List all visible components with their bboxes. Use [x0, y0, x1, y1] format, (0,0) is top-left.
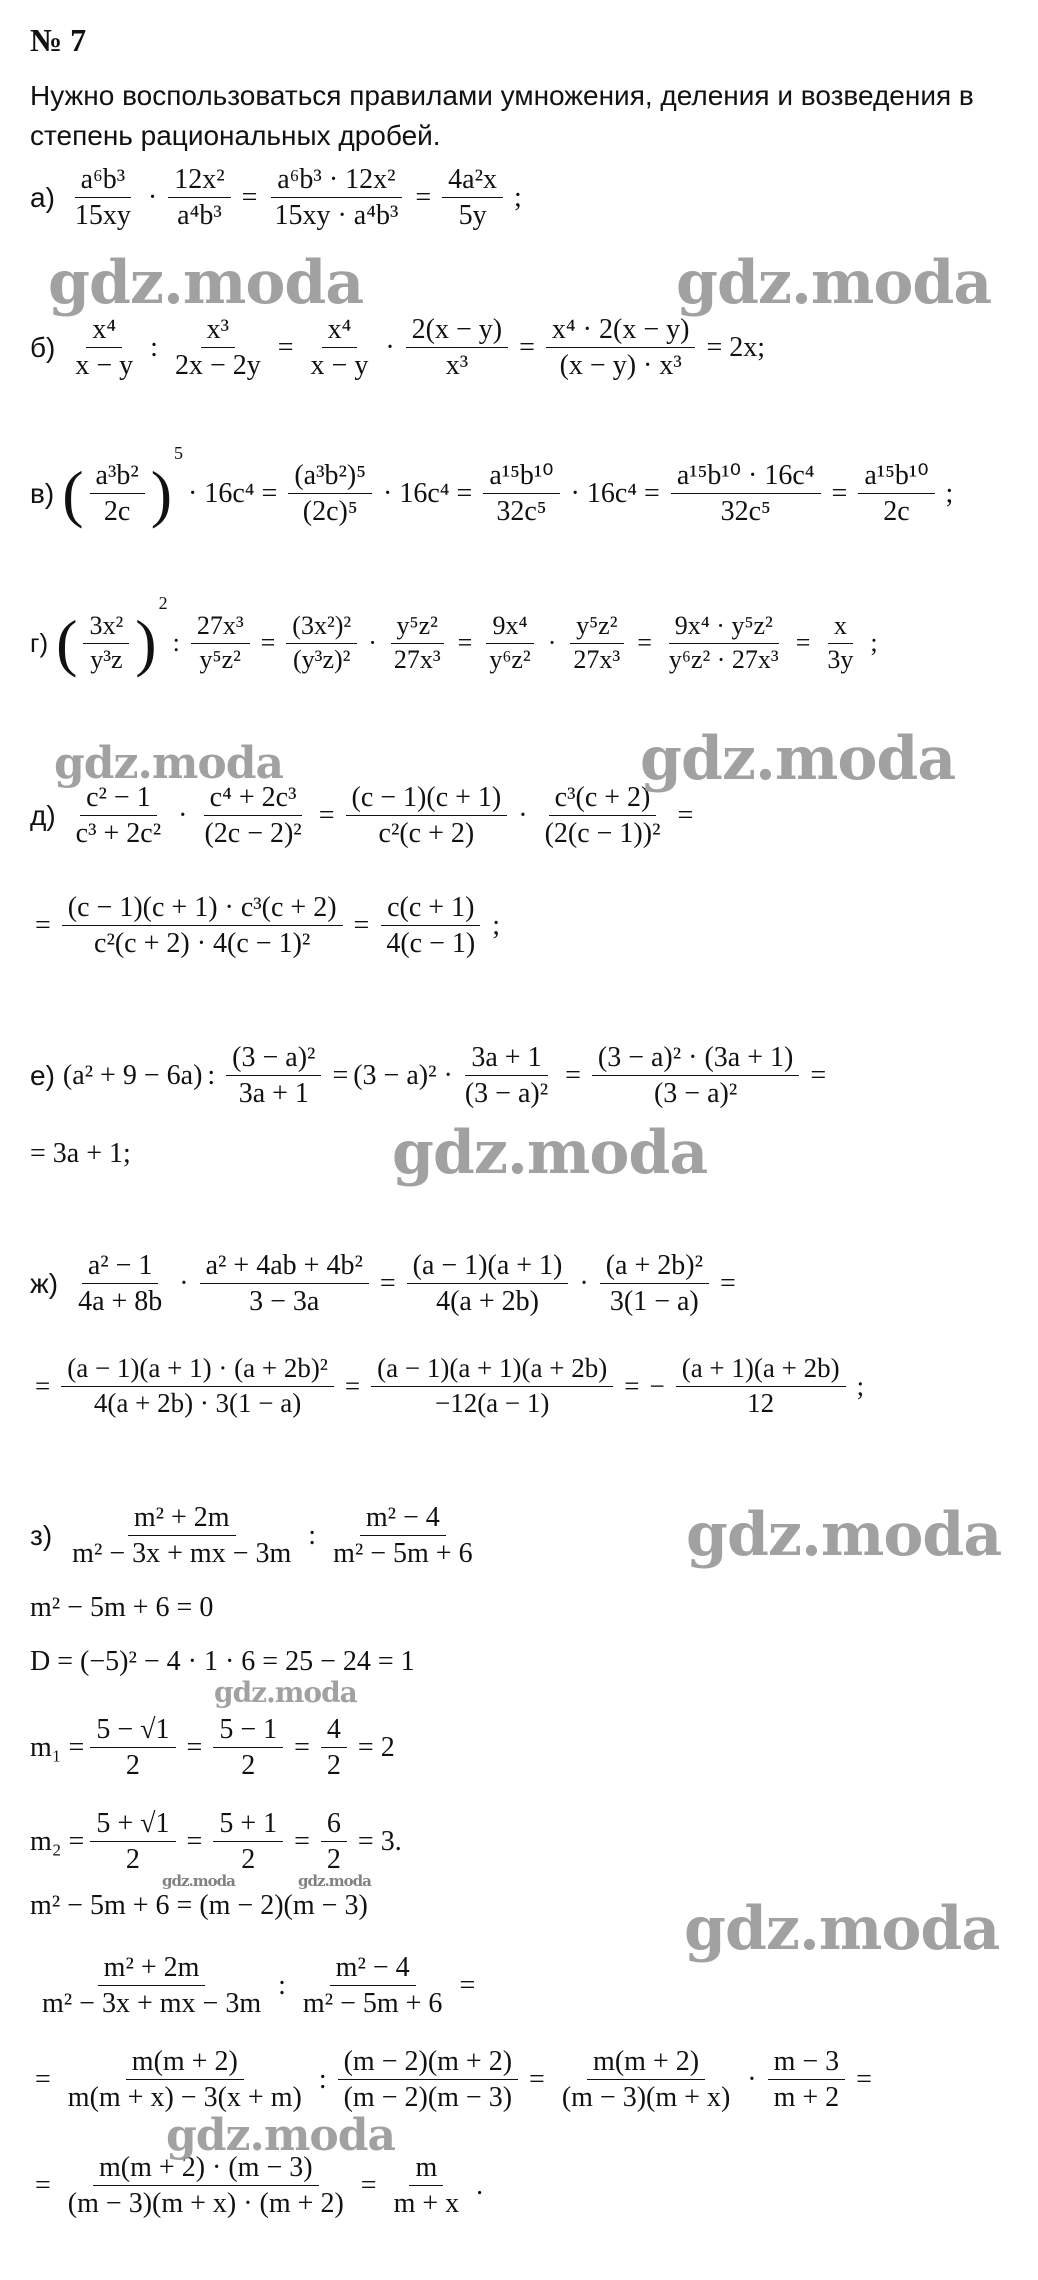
fraction: $\frac{(m - 2)(m + 2)}{(m - 2)(m - 3)}$ [338, 2044, 518, 2115]
item-zh-cont: = $\frac{\text{(a − 1)(a + 1) · (a + 2b)²}}{4(a + 2b) \cdot 3(1 - a)}$ = $\frac{(a - 1)(a + 1)(a + 2b)}{-12(a - 1)}$ = − $\frac{(a + 1)(a + 2b)}{12}$ ; [30, 1352, 869, 1421]
watermark-logo: gdz.moda [684, 1894, 1000, 1964]
root-m2: m₂ = $\frac{5 + √1}{2}$ = $\frac{5 + 1}{2}$ = $\frac{6}{2}$ = 3. [30, 1808, 402, 1875]
label-b: б) [30, 331, 56, 363]
fraction: $\frac{\text{m² − 4}}{\text{m² − 5m + 6}}$ [302, 1952, 443, 2019]
watermark-logo: gdz.moda [676, 248, 992, 318]
watermark-logo: gdz.moda [686, 1500, 1002, 1570]
factorization: m² − 5m + 6 = (m − 2)(m − 3) [30, 1890, 368, 1921]
fraction: $\frac{m(m + 2)}{m(m + x) - 3(x + m)}$ [67, 2046, 302, 2113]
fraction: $\frac{\text{y⁵z²}}{\text{27x³}}$ [567, 610, 626, 676]
watermark-logo: gdz.moda [54, 738, 284, 789]
item-z: з) $\frac{\text{m² + 2m}}{\text{m² − 3x + mx − 3m}}$ : $\frac{\text{m² − 4}}{\text{m² − 5m + 6}}$ [30, 1500, 485, 1571]
fraction: $\frac{\text{9x⁴ · y⁵z²}}{\text{y⁶z² · 27x³}}$ [668, 611, 779, 674]
fraction: $\frac{x}{3y}$ [827, 611, 854, 674]
fraction: $\frac{5 + 1}{2}$ [213, 1806, 283, 1877]
fraction: $\frac{\text{a⁶b³ · 12x²}}{\text{15xy · a⁴b³}}$ [268, 162, 404, 233]
fraction: $\frac{\text{m² + 2m}}{\text{m² − 3x + mx − 3m}}$ [42, 1952, 262, 2019]
root-m1: m₁ = $\frac{5 - √1}{2}$ = $\frac{5 - 1}{2}$ = $\frac{4}{2}$ = 2 [30, 1714, 395, 1781]
fraction: $\frac{5 + √1}{2}$ [90, 1806, 175, 1877]
item-z-step: = $\frac{m(m + 2)}{m(m + x) - 3(x + m)}$ : $\frac{(m - 2)(m + 2)}{(m - 2)(m - 3)}$ = $\frac{m(m + 2)}{(m - 3)(m + x)}$ · $\frac{m - 3}{m + 2}$ = [35, 2046, 872, 2113]
watermark-logo: gdz.moda [392, 1118, 708, 1188]
fraction: $\frac{\text{a² + 4ab + 4b²}}{3 - 3a}$ [200, 1248, 369, 1319]
fraction: $\frac{\text{a⁶b³}}{15xy}$ [74, 164, 131, 231]
fraction: $\frac{m - 3}{m + 2}$ [768, 2044, 846, 2115]
item-zh: ж) $\frac{\text{a² − 1}}{4a + 8b}$ · $\frac{\text{a² + 4ab + 4b²}}{3 - 3a}$ = $\frac{(a - 1)(a + 1)}{4(a + 2b)}$ · $\frac{\text{(a + 2b)²}}{3(1 - a)}$ = [30, 1250, 736, 1317]
watermark-logo: gdz.moda [640, 724, 956, 794]
fraction: $\frac{\text{12x²}}{\text{a⁴b³}}$ [168, 162, 230, 233]
fraction: $\frac{(a + 1)(a + 2b)}{12}$ [676, 1352, 846, 1421]
fraction: $\frac{5 - 1}{2}$ [213, 1712, 283, 1783]
fraction: $\frac{\text{c² − 1}}{\text{c³ + 2c²}}$ [75, 782, 162, 849]
fraction: $\frac{\text{(3 − a)²}}{3a + 1}$ [226, 1040, 321, 1111]
intro-text: Нужно воспользоваться правилами умножения, деления и возведения в степень рациональных дробей. [30, 80, 974, 151]
label-e: е) [30, 1059, 55, 1091]
fraction: $\frac{(c - 1)(c + 1)}{\text{c²(c + 2)}}$ [346, 780, 508, 851]
fraction: $\frac{\text{9x⁴}}{\text{y⁶z²}}$ [483, 610, 536, 676]
fraction: $\frac{\text{(a + 2b)²}}{3(1 - a)}$ [600, 1248, 709, 1319]
fraction: $\frac{(a - 1)(a + 1)(a + 2b)}{-12(a - 1)}$ [371, 1352, 613, 1421]
item-e-cont: = 3a + 1; [30, 1138, 131, 1169]
fraction: $\frac{\text{x⁴}}{x - y}$ [310, 314, 369, 381]
watermark-logo: gdz.moda [214, 1676, 357, 1709]
watermark-logo: gdz.moda [48, 248, 364, 318]
fraction: $\frac{4}{2}$ [321, 1712, 347, 1783]
fraction: $\frac{(a - 1)(a + 1)}{4(a + 2b)}$ [407, 1248, 569, 1319]
fraction: $\frac{\text{27x³}}{\text{y⁵z²}}$ [191, 610, 250, 676]
item-z-repeat: $\frac{\text{m² + 2m}}{\text{m² − 3x + mx − 3m}}$ : $\frac{\text{m² − 4}}{\text{m² − 5m + 6}}$ = [30, 1950, 480, 2021]
fraction: $\frac{\text{(c − 1)(c + 1) · c³(c + 2)}}{\text{c²(c + 2) · 4(c − 1)²}}$ [62, 890, 343, 961]
watermark-logo: gdz.moda [166, 2110, 396, 2161]
fraction: $\frac{\text{c⁴ + 2c³}}{\text{(2c − 2)²}}$ [204, 782, 302, 849]
fraction: $\frac{\text{x³}}{2x - 2y}$ [174, 314, 261, 381]
fraction: $\frac{\text{m² − 4}}{\text{m² − 5m + 6}}$ [333, 1502, 473, 1569]
fraction: $\frac{m(m + 2) \cdot (m - 3)}{(m - 3)(m + x) \cdot (m + 2)}$ [67, 2152, 344, 2219]
fraction: $\frac{3a + 1}{\text{(3 − a)²}}$ [464, 1042, 549, 1109]
item-d: д) $\frac{\text{c² − 1}}{\text{c³ + 2c²}}$ · $\frac{\text{c⁴ + 2c³}}{\text{(2c − 2)²}}$ = $\frac{(c - 1)(c + 1)}{\text{c²(c + 2)}}$ · $\frac{\text{c³(c + 2)}}{\text{(2(c − 1))²}}$ = [30, 782, 694, 849]
fraction: $\frac{\text{y⁵z²}}{\text{27x³}}$ [388, 610, 447, 676]
fraction: $\frac{2(x - y)}{\text{x³}}$ [406, 312, 508, 383]
fraction: $\frac{m}{m + x}$ [393, 2152, 460, 2219]
watermark-logo: gdz.moda [162, 1872, 235, 1890]
fraction: $\frac{\text{(3 − a)² · (3a + 1)}}{\text{(3 − a)²}}$ [592, 1040, 799, 1111]
label-z: з) [30, 1519, 53, 1551]
fraction: $\frac{5 - √1}{2}$ [90, 1712, 175, 1783]
fraction: $\frac{m(m + 2)}{(m - 3)(m + x)}$ [561, 2046, 731, 2113]
item-e: е) (a² + 9 − 6a) : $\frac{\text{(3 − a)²}}{3a + 1}$ = (3 − a)² · $\frac{3a + 1}{\text{(3 − a)²}}$ = $\frac{\text{(3 − a)² · (3a + 1)}}{\text{(3 − a)²}}$ = [30, 1042, 827, 1109]
fraction: $\frac{\text{a² − 1}}{4a + 8b}$ [78, 1250, 163, 1317]
fraction: $\frac{\text{(3x²)²}}{\text{(y³z)²}}$ [286, 610, 357, 676]
fraction: $\frac{\text{(a − 1)(a + 1) · (a + 2b)²}}{4(a + 2b) \cdot 3(1 - a)}$ [61, 1352, 334, 1421]
item-b: б) $\frac{\text{x⁴}}{x - y}$ : $\frac{\text{x³}}{2x - 2y}$ = $\frac{\text{x⁴}}{x - y}$ · $\frac{2(x - y)}{\text{x³}}$ = $\frac{\text{x⁴ · 2(x − y)}}{\text{(x − y) · x³}}$ = 2x; [30, 314, 766, 381]
fraction: $\frac{\text{a¹⁵b¹⁰}}{2c}$ [858, 458, 934, 529]
fraction: $\frac{\text{a¹⁵b¹⁰}}{\text{32c⁵}}$ [483, 458, 559, 529]
item-a: а) $\frac{\text{a⁶b³}}{15xy}$ · $\frac{\text{12x²}}{\text{a⁴b³}}$ = $\frac{\text{a⁶b³ · 12x²}}{\text{15xy · a⁴b³}}$ = $\frac{\text{4a²x}}{5y}$ ; [30, 164, 522, 231]
discriminant: D = (−5)² − 4 · 1 · 6 = 25 − 24 = 1 [30, 1646, 415, 1677]
fraction: $\frac{\text{a³b²}}{2c}$ [90, 458, 145, 529]
fraction: $\frac{\text{(a³b²)⁵}}{\text{(2c)⁵}}$ [288, 458, 372, 529]
label-g: г) [30, 627, 49, 658]
fraction: $\frac{\text{c³(c + 2)}}{\text{(2(c − 1))²}}$ [544, 782, 661, 849]
item-z-final: = $\frac{m(m + 2) \cdot (m - 3)}{(m - 3)(m + x) \cdot (m + 2)}$ = $\frac{m}{m + x}$ . [35, 2152, 484, 2219]
fraction: $\frac{\text{a¹⁵b¹⁰ · 16c⁴}}{\text{32c⁵}}$ [671, 458, 821, 529]
item-d-cont: = $\frac{\text{(c − 1)(c + 1) · c³(c + 2)}}{\text{c²(c + 2) · 4(c − 1)²}}$ = $\frac{c(c + 1)}{4(c - 1)}$ ; [35, 892, 500, 959]
label-a: а) [30, 181, 55, 213]
fraction: $\frac{c(c + 1)}{4(c - 1)}$ [380, 890, 481, 961]
problem-number: № 7 [30, 22, 87, 58]
fraction: $\frac{6}{2}$ [321, 1806, 347, 1877]
watermark-logo: gdz.moda [298, 1872, 371, 1890]
fraction: $\frac{\text{x⁴}}{x - y}$ [75, 314, 134, 381]
item-g: г) ( $\frac{\text{3x²}}{\text{y³z}}$ ) 2 : $\frac{\text{27x³}}{\text{y⁵z²}}$ = $\frac{\text{(3x²)²}}{\text{(y³z)²}}$ · $\frac{\text{y⁵z²}}{\text{27x³}}$ = $\frac{\text{9x⁴}}{\text{y⁶z²}}$ · $\frac{\text{y⁵z²}}{\text{27x³}}$ = $\frac{\text{9x⁴ · y⁵z²}}{\text{y⁶z² · 27x³}}$ = $\frac{x}{3y}$ ; [30, 592, 878, 678]
fraction: $\frac{\text{3x²}}{\text{y³z}}$ [83, 610, 129, 676]
fraction: $\frac{\text{4a²x}}{5y}$ [442, 162, 503, 233]
item-v: в) ( $\frac{\text{a³b²}}{2c}$ ) 5 · 16c⁴ = $\frac{\text{(a³b²)⁵}}{\text{(2c)⁵}}$ · 16c⁴ = $\frac{\text{a¹⁵b¹⁰}}{\text{32c⁵}}$ · 16c⁴ = $\frac{\text{a¹⁵b¹⁰ · 16c⁴}}{\text{32c⁵}}$ = $\frac{\text{a¹⁵b¹⁰}}{2c}$ ; [30, 443, 954, 529]
fraction: $\frac{\text{m² + 2m}}{\text{m² − 3x + mx − 3m}}$ [72, 1502, 292, 1569]
label-zh: ж) [30, 1267, 59, 1299]
label-v: в) [30, 477, 55, 509]
fraction: $\frac{\text{x⁴ · 2(x − y)}}{\text{(x − y) · x³}}$ [546, 312, 696, 383]
label-d: д) [30, 799, 56, 831]
quadratic-equation: m² − 5m + 6 = 0 [30, 1592, 214, 1623]
